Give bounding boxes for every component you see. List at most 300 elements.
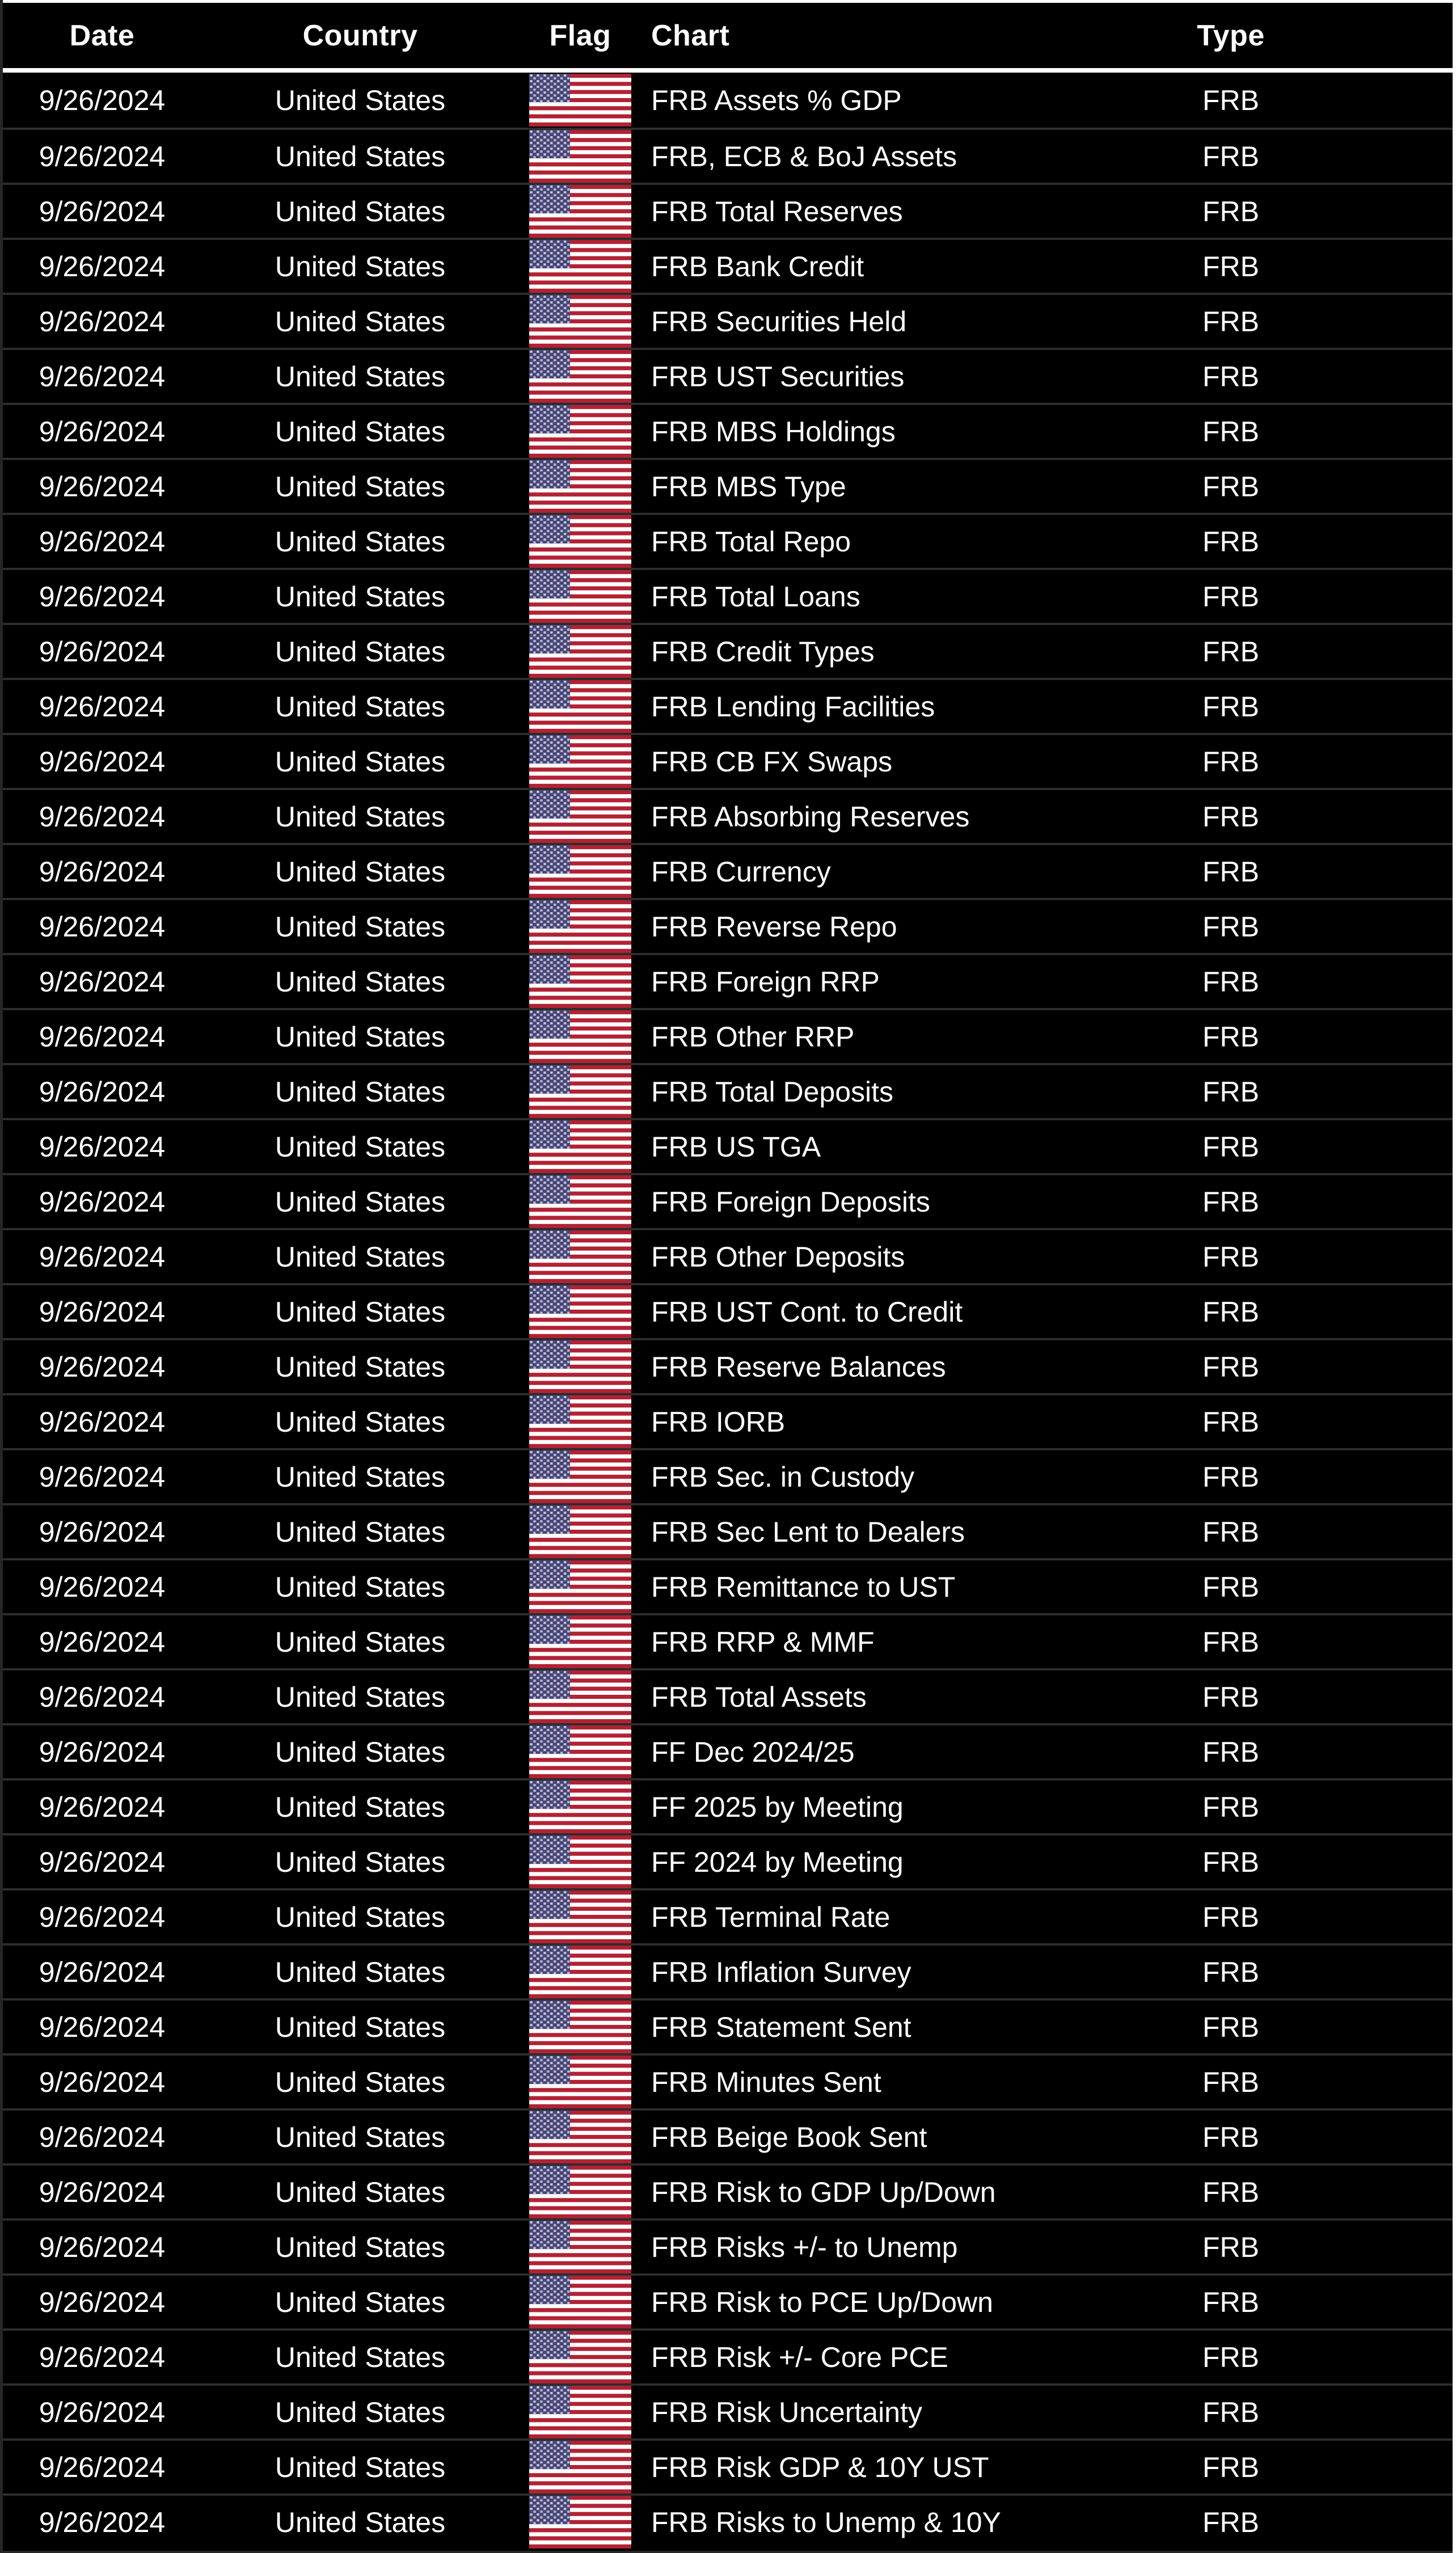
- country-cell: United States: [275, 1681, 446, 1713]
- flag-cell: [519, 2331, 642, 2383]
- type-cell: FRB: [1202, 1185, 1259, 1218]
- chart-name-cell: FRB Risk +/- Core PCE: [651, 2341, 948, 2373]
- type-cell: FRB: [1202, 2506, 1259, 2538]
- type-cell: FRB: [1202, 140, 1259, 172]
- date-cell: 9/26/2024: [39, 1406, 166, 1438]
- table-row[interactable]: [3, 2273, 1453, 2328]
- us-flag-icon: [529, 2056, 631, 2108]
- table-row[interactable]: [3, 1228, 1453, 1283]
- date-cell: 9/26/2024: [39, 1351, 166, 1383]
- type-cell: FRB: [1202, 1681, 1259, 1713]
- flag-cell: [519, 74, 642, 126]
- chart-name-cell: FRB CB FX Swaps: [651, 745, 893, 778]
- country-cell: United States: [275, 635, 446, 668]
- type-cell: FRB: [1202, 250, 1259, 282]
- flag-cell: [519, 350, 642, 403]
- country-cell: United States: [275, 1075, 446, 1108]
- table-right-border: [1453, 0, 1456, 2553]
- country-cell: United States: [275, 140, 446, 172]
- chart-name-cell: FRB Total Assets: [651, 1681, 867, 1713]
- date-cell: 9/26/2024: [39, 525, 166, 558]
- flag-cell: [519, 1615, 642, 1668]
- flag-cell: [519, 2386, 642, 2438]
- country-cell: United States: [275, 250, 446, 282]
- chart-name-cell: FRB Risk Uncertainty: [651, 2396, 922, 2428]
- chart-name-cell: FRB Risks +/- to Unemp: [651, 2231, 958, 2263]
- type-cell: FRB: [1202, 1240, 1259, 1273]
- type-cell: FRB: [1202, 1351, 1259, 1383]
- flag-cell: [519, 2276, 642, 2328]
- table-row[interactable]: [3, 953, 1453, 1008]
- table-row[interactable]: [3, 1503, 1453, 1558]
- table-row[interactable]: [3, 623, 1453, 678]
- flag-cell: [519, 185, 642, 238]
- country-cell: United States: [275, 470, 446, 503]
- table-row[interactable]: [3, 1393, 1453, 1448]
- country-cell: United States: [275, 1020, 446, 1053]
- table-row[interactable]: [3, 788, 1453, 843]
- chart-name-cell: FF 2025 by Meeting: [651, 1791, 904, 1823]
- chart-name-cell: FRB Total Repo: [651, 525, 851, 558]
- type-cell: FRB: [1202, 690, 1259, 723]
- type-cell: FRB: [1202, 1461, 1259, 1493]
- type-cell: FRB: [1202, 1406, 1259, 1438]
- type-cell: FRB: [1202, 1901, 1259, 1933]
- type-cell: FRB: [1202, 580, 1259, 613]
- date-cell: 9/26/2024: [39, 2286, 166, 2318]
- flag-cell: [519, 1450, 642, 1503]
- country-cell: United States: [275, 1901, 446, 1933]
- us-flag-icon: [529, 185, 631, 238]
- flag-cell: [519, 900, 642, 953]
- country-cell: United States: [275, 1351, 446, 1383]
- table-row[interactable]: [3, 2493, 1453, 2548]
- country-cell: United States: [275, 1406, 446, 1438]
- flag-cell: [519, 570, 642, 623]
- flag-cell: [519, 515, 642, 568]
- us-flag-icon: [529, 1560, 631, 1613]
- type-cell: FRB: [1202, 910, 1259, 943]
- table-row[interactable]: [3, 2383, 1453, 2438]
- country-cell: United States: [275, 525, 446, 558]
- table-row[interactable]: [3, 568, 1453, 623]
- table-row[interactable]: [3, 1723, 1453, 1778]
- table-row[interactable]: [3, 1833, 1453, 1888]
- type-cell: FRB: [1202, 1736, 1259, 1768]
- date-cell: 9/26/2024: [39, 910, 166, 943]
- us-flag-icon: [529, 130, 631, 183]
- country-cell: United States: [275, 360, 446, 393]
- type-cell: FRB: [1202, 1516, 1259, 1548]
- us-flag-icon: [529, 845, 631, 898]
- flag-cell: [519, 460, 642, 513]
- header-flag: Flag: [549, 19, 611, 52]
- chart-name-cell: FRB Currency: [651, 855, 831, 888]
- us-flag-icon: [529, 1065, 631, 1118]
- chart-name-cell: FRB Statement Sent: [651, 2011, 911, 2043]
- type-cell: FRB: [1202, 855, 1259, 888]
- us-flag-icon: [529, 2001, 631, 2053]
- chart-name-cell: FRB Assets % GDP: [651, 84, 902, 116]
- date-cell: 9/26/2024: [39, 635, 166, 668]
- us-flag-icon: [529, 955, 631, 1008]
- chart-name-cell: FRB Other RRP: [651, 1020, 855, 1053]
- table-row[interactable]: [3, 2108, 1453, 2163]
- chart-name-cell: FRB Sec. in Custody: [651, 1461, 915, 1493]
- chart-name-cell: FRB UST Securities: [651, 360, 905, 393]
- chart-name-cell: FRB Reserve Balances: [651, 1351, 946, 1383]
- date-cell: 9/26/2024: [39, 965, 166, 998]
- country-cell: United States: [275, 745, 446, 778]
- us-flag-icon: [529, 2331, 631, 2383]
- date-cell: 9/26/2024: [39, 250, 166, 282]
- type-cell: FRB: [1202, 525, 1259, 558]
- type-cell: FRB: [1202, 635, 1259, 668]
- date-cell: 9/26/2024: [39, 800, 166, 833]
- table-row[interactable]: [3, 2328, 1453, 2383]
- country-cell: United States: [275, 2231, 446, 2263]
- table-row[interactable]: [3, 403, 1453, 458]
- flag-cell: [519, 1725, 642, 1778]
- date-cell: 9/26/2024: [39, 580, 166, 613]
- us-flag-icon: [529, 1010, 631, 1063]
- header-divider: [3, 68, 1453, 73]
- type-cell: FRB: [1202, 195, 1259, 227]
- us-flag-icon: [529, 570, 631, 623]
- table-row[interactable]: [3, 73, 1453, 128]
- type-cell: FRB: [1202, 305, 1259, 337]
- chart-name-cell: FRB Terminal Rate: [651, 1901, 891, 1933]
- date-cell: 9/26/2024: [39, 2396, 166, 2428]
- chart-name-cell: FRB US TGA: [651, 1130, 821, 1163]
- table-row[interactable]: [3, 1338, 1453, 1393]
- date-cell: 9/26/2024: [39, 415, 166, 448]
- table-row[interactable]: [3, 348, 1453, 403]
- country-cell: United States: [275, 1296, 446, 1328]
- date-cell: 9/26/2024: [39, 1516, 166, 1548]
- country-cell: United States: [275, 690, 446, 723]
- chart-name-cell: FRB Credit Types: [651, 635, 875, 668]
- flag-cell: [519, 1065, 642, 1118]
- table-row[interactable]: [3, 293, 1453, 348]
- flag-cell: [519, 1560, 642, 1613]
- country-cell: United States: [275, 195, 446, 227]
- date-cell: 9/26/2024: [39, 1240, 166, 1273]
- chart-name-cell: FRB Sec Lent to Dealers: [651, 1516, 965, 1548]
- date-cell: 9/26/2024: [39, 745, 166, 778]
- us-flag-icon: [529, 2166, 631, 2218]
- type-cell: FRB: [1202, 2121, 1259, 2153]
- country-cell: United States: [275, 415, 446, 448]
- table-row[interactable]: [3, 2053, 1453, 2108]
- table-row[interactable]: [3, 2218, 1453, 2273]
- country-cell: United States: [275, 2121, 446, 2153]
- table-row[interactable]: [3, 1118, 1453, 1173]
- us-flag-icon: [529, 240, 631, 293]
- table-row[interactable]: [3, 1558, 1453, 1613]
- table-row[interactable]: [3, 1888, 1453, 1943]
- table-row[interactable]: [3, 1613, 1453, 1668]
- date-cell: 9/26/2024: [39, 1571, 166, 1603]
- country-cell: United States: [275, 1240, 446, 1273]
- date-cell: 9/26/2024: [39, 2066, 166, 2098]
- type-cell: FRB: [1202, 1020, 1259, 1053]
- type-cell: FRB: [1202, 2011, 1259, 2043]
- us-flag-icon: [529, 1450, 631, 1503]
- chart-name-cell: FRB Risk GDP & 10Y UST: [651, 2451, 989, 2483]
- flag-cell: [519, 1395, 642, 1448]
- date-cell: 9/26/2024: [39, 1846, 166, 1878]
- flag-cell: [519, 405, 642, 458]
- type-cell: FRB: [1202, 2066, 1259, 2098]
- us-flag-icon: [529, 1891, 631, 1943]
- us-flag-icon: [529, 1175, 631, 1228]
- table-row[interactable]: [3, 843, 1453, 898]
- flag-cell: [519, 1891, 642, 1943]
- us-flag-icon: [529, 2111, 631, 2163]
- flag-cell: [519, 2441, 642, 2493]
- flag-cell: [519, 845, 642, 898]
- us-flag-icon: [529, 295, 631, 348]
- table-row[interactable]: [3, 678, 1453, 733]
- country-cell: United States: [275, 2341, 446, 2373]
- date-cell: 9/26/2024: [39, 1736, 166, 1768]
- chart-name-cell: FRB Foreign RRP: [651, 965, 880, 998]
- date-cell: 9/26/2024: [39, 1791, 166, 1823]
- flag-cell: [519, 295, 642, 348]
- chart-name-cell: FRB Risks to Unemp & 10Y: [651, 2506, 1001, 2538]
- table-row[interactable]: [3, 2163, 1453, 2218]
- country-cell: United States: [275, 1461, 446, 1493]
- chart-name-cell: FRB Inflation Survey: [651, 1956, 911, 1988]
- flag-cell: [519, 680, 642, 733]
- type-cell: FRB: [1202, 800, 1259, 833]
- date-cell: 9/26/2024: [39, 2121, 166, 2153]
- us-flag-icon: [529, 515, 631, 568]
- type-cell: FRB: [1202, 2396, 1259, 2428]
- us-flag-icon: [529, 1725, 631, 1778]
- us-flag-icon: [529, 1505, 631, 1558]
- date-cell: 9/26/2024: [39, 855, 166, 888]
- country-cell: United States: [275, 1626, 446, 1658]
- date-cell: 9/26/2024: [39, 140, 166, 172]
- us-flag-icon: [529, 1780, 631, 1833]
- date-cell: 9/26/2024: [39, 1075, 166, 1108]
- type-cell: FRB: [1202, 965, 1259, 998]
- flag-cell: [519, 1505, 642, 1558]
- us-flag-icon: [529, 1835, 631, 1888]
- us-flag-icon: [529, 405, 631, 458]
- table-header-row: [3, 3, 1453, 68]
- flag-cell: [519, 1010, 642, 1063]
- us-flag-icon: [529, 74, 631, 126]
- table-body: [3, 73, 1456, 2548]
- chart-name-cell: FRB Risk to PCE Up/Down: [651, 2286, 993, 2318]
- type-cell: FRB: [1202, 2286, 1259, 2318]
- table-top-border: [3, 0, 1456, 3]
- country-cell: United States: [275, 1791, 446, 1823]
- country-cell: United States: [275, 910, 446, 943]
- country-cell: United States: [275, 2176, 446, 2208]
- table-row[interactable]: [3, 183, 1453, 238]
- table-row[interactable]: [3, 1778, 1453, 1833]
- country-cell: United States: [275, 1736, 446, 1768]
- flag-cell: [519, 1340, 642, 1393]
- flag-cell: [519, 240, 642, 293]
- type-cell: FRB: [1202, 2231, 1259, 2263]
- table-row[interactable]: [3, 238, 1453, 293]
- flag-cell: [519, 1780, 642, 1833]
- chart-name-cell: FRB IORB: [651, 1406, 786, 1438]
- country-cell: United States: [275, 1846, 446, 1878]
- date-cell: 9/26/2024: [39, 1901, 166, 1933]
- table-row[interactable]: [3, 898, 1453, 953]
- chart-name-cell: FRB UST Cont. to Credit: [651, 1296, 963, 1328]
- header-chart: Chart: [651, 19, 730, 52]
- us-flag-icon: [529, 1340, 631, 1393]
- type-cell: FRB: [1202, 360, 1259, 393]
- date-cell: 9/26/2024: [39, 1130, 166, 1163]
- flag-cell: [519, 1120, 642, 1173]
- country-cell: United States: [275, 2451, 446, 2483]
- flag-cell: [519, 625, 642, 678]
- date-cell: 9/26/2024: [39, 1185, 166, 1218]
- chart-name-cell: FRB, ECB & BoJ Assets: [651, 140, 957, 172]
- flag-cell: [519, 1670, 642, 1723]
- country-cell: United States: [275, 800, 446, 833]
- us-flag-icon: [529, 1615, 631, 1668]
- date-cell: 9/26/2024: [39, 1020, 166, 1053]
- table-row[interactable]: [3, 1173, 1453, 1228]
- type-cell: FRB: [1202, 470, 1259, 503]
- chart-name-cell: FRB Lending Facilities: [651, 690, 935, 723]
- us-flag-icon: [529, 625, 631, 678]
- date-cell: 9/26/2024: [39, 470, 166, 503]
- us-flag-icon: [529, 1395, 631, 1448]
- country-cell: United States: [275, 580, 446, 613]
- chart-name-cell: FRB Securities Held: [651, 305, 907, 337]
- chart-name-cell: FF 2024 by Meeting: [651, 1846, 904, 1878]
- type-cell: FRB: [1202, 1626, 1259, 1658]
- date-cell: 9/26/2024: [39, 1296, 166, 1328]
- type-cell: FRB: [1202, 2176, 1259, 2208]
- country-cell: United States: [275, 2396, 446, 2428]
- header-date: Date: [69, 19, 135, 52]
- flag-cell: [519, 735, 642, 788]
- chart-name-cell: FRB Foreign Deposits: [651, 1185, 930, 1218]
- country-cell: United States: [275, 2066, 446, 2098]
- table-row[interactable]: [3, 1448, 1453, 1503]
- date-cell: 9/26/2024: [39, 360, 166, 393]
- flag-cell: [519, 1175, 642, 1228]
- date-cell: 9/26/2024: [39, 690, 166, 723]
- chart-name-cell: FRB Total Reserves: [651, 195, 903, 227]
- us-flag-icon: [529, 680, 631, 733]
- date-cell: 9/26/2024: [39, 1461, 166, 1493]
- country-cell: United States: [275, 1956, 446, 1988]
- us-flag-icon: [529, 790, 631, 843]
- us-flag-icon: [529, 1285, 631, 1338]
- us-flag-icon: [529, 1670, 631, 1723]
- chart-name-cell: FF Dec 2024/25: [651, 1736, 855, 1768]
- country-cell: United States: [275, 1571, 446, 1603]
- chart-name-cell: FRB Other Deposits: [651, 1240, 905, 1273]
- us-flag-icon: [529, 2496, 631, 2548]
- table-row[interactable]: [3, 1943, 1453, 1998]
- type-cell: FRB: [1202, 745, 1259, 778]
- chart-name-cell: FRB RRP & MMF: [651, 1626, 875, 1658]
- flag-cell: [519, 1835, 642, 1888]
- us-flag-icon: [529, 735, 631, 788]
- chart-name-cell: FRB Risk to GDP Up/Down: [651, 2176, 996, 2208]
- us-flag-icon: [529, 350, 631, 403]
- table-row[interactable]: [3, 513, 1453, 568]
- us-flag-icon: [529, 460, 631, 513]
- country-cell: United States: [275, 2506, 446, 2538]
- country-cell: United States: [275, 855, 446, 888]
- date-cell: 9/26/2024: [39, 1681, 166, 1713]
- table-row[interactable]: [3, 1063, 1453, 1118]
- flag-cell: [519, 2056, 642, 2108]
- date-cell: 9/26/2024: [39, 84, 166, 116]
- flag-cell: [519, 2111, 642, 2163]
- table-row[interactable]: [3, 128, 1453, 183]
- type-cell: FRB: [1202, 1130, 1259, 1163]
- type-cell: FRB: [1202, 415, 1259, 448]
- chart-name-cell: FRB Total Deposits: [651, 1075, 894, 1108]
- table-row[interactable]: [3, 1668, 1453, 1723]
- flag-cell: [519, 2496, 642, 2548]
- date-cell: 9/26/2024: [39, 2506, 166, 2538]
- type-cell: FRB: [1202, 84, 1259, 116]
- country-cell: United States: [275, 2286, 446, 2318]
- table-row[interactable]: [3, 458, 1453, 513]
- date-cell: 9/26/2024: [39, 305, 166, 337]
- country-cell: United States: [275, 1185, 446, 1218]
- type-cell: FRB: [1202, 2341, 1259, 2373]
- us-flag-icon: [529, 2386, 631, 2438]
- type-cell: FRB: [1202, 1956, 1259, 1988]
- table-row[interactable]: [3, 1283, 1453, 1338]
- chart-name-cell: FRB Bank Credit: [651, 250, 864, 282]
- country-cell: United States: [275, 965, 446, 998]
- header-type: Type: [1197, 19, 1265, 52]
- us-flag-icon: [529, 1946, 631, 1998]
- type-cell: FRB: [1202, 1571, 1259, 1603]
- date-cell: 9/26/2024: [39, 1956, 166, 1988]
- date-cell: 9/26/2024: [39, 2451, 166, 2483]
- header-country: Country: [302, 19, 418, 52]
- table-row[interactable]: [3, 1008, 1453, 1063]
- us-flag-icon: [529, 900, 631, 953]
- chart-name-cell: FRB MBS Holdings: [651, 415, 896, 448]
- chart-name-cell: FRB Remittance to UST: [651, 1571, 956, 1603]
- table-row[interactable]: [3, 2438, 1453, 2493]
- flag-cell: [519, 130, 642, 183]
- chart-name-cell: FRB Reverse Repo: [651, 910, 897, 943]
- date-cell: 9/26/2024: [39, 1626, 166, 1658]
- type-cell: FRB: [1202, 1296, 1259, 1328]
- date-cell: 9/26/2024: [39, 2231, 166, 2263]
- country-cell: United States: [275, 305, 446, 337]
- flag-cell: [519, 790, 642, 843]
- date-cell: 9/26/2024: [39, 2176, 166, 2208]
- date-cell: 9/26/2024: [39, 2341, 166, 2373]
- type-cell: FRB: [1202, 1791, 1259, 1823]
- flag-cell: [519, 955, 642, 1008]
- table-row[interactable]: [3, 1998, 1453, 2053]
- table-row[interactable]: [3, 733, 1453, 788]
